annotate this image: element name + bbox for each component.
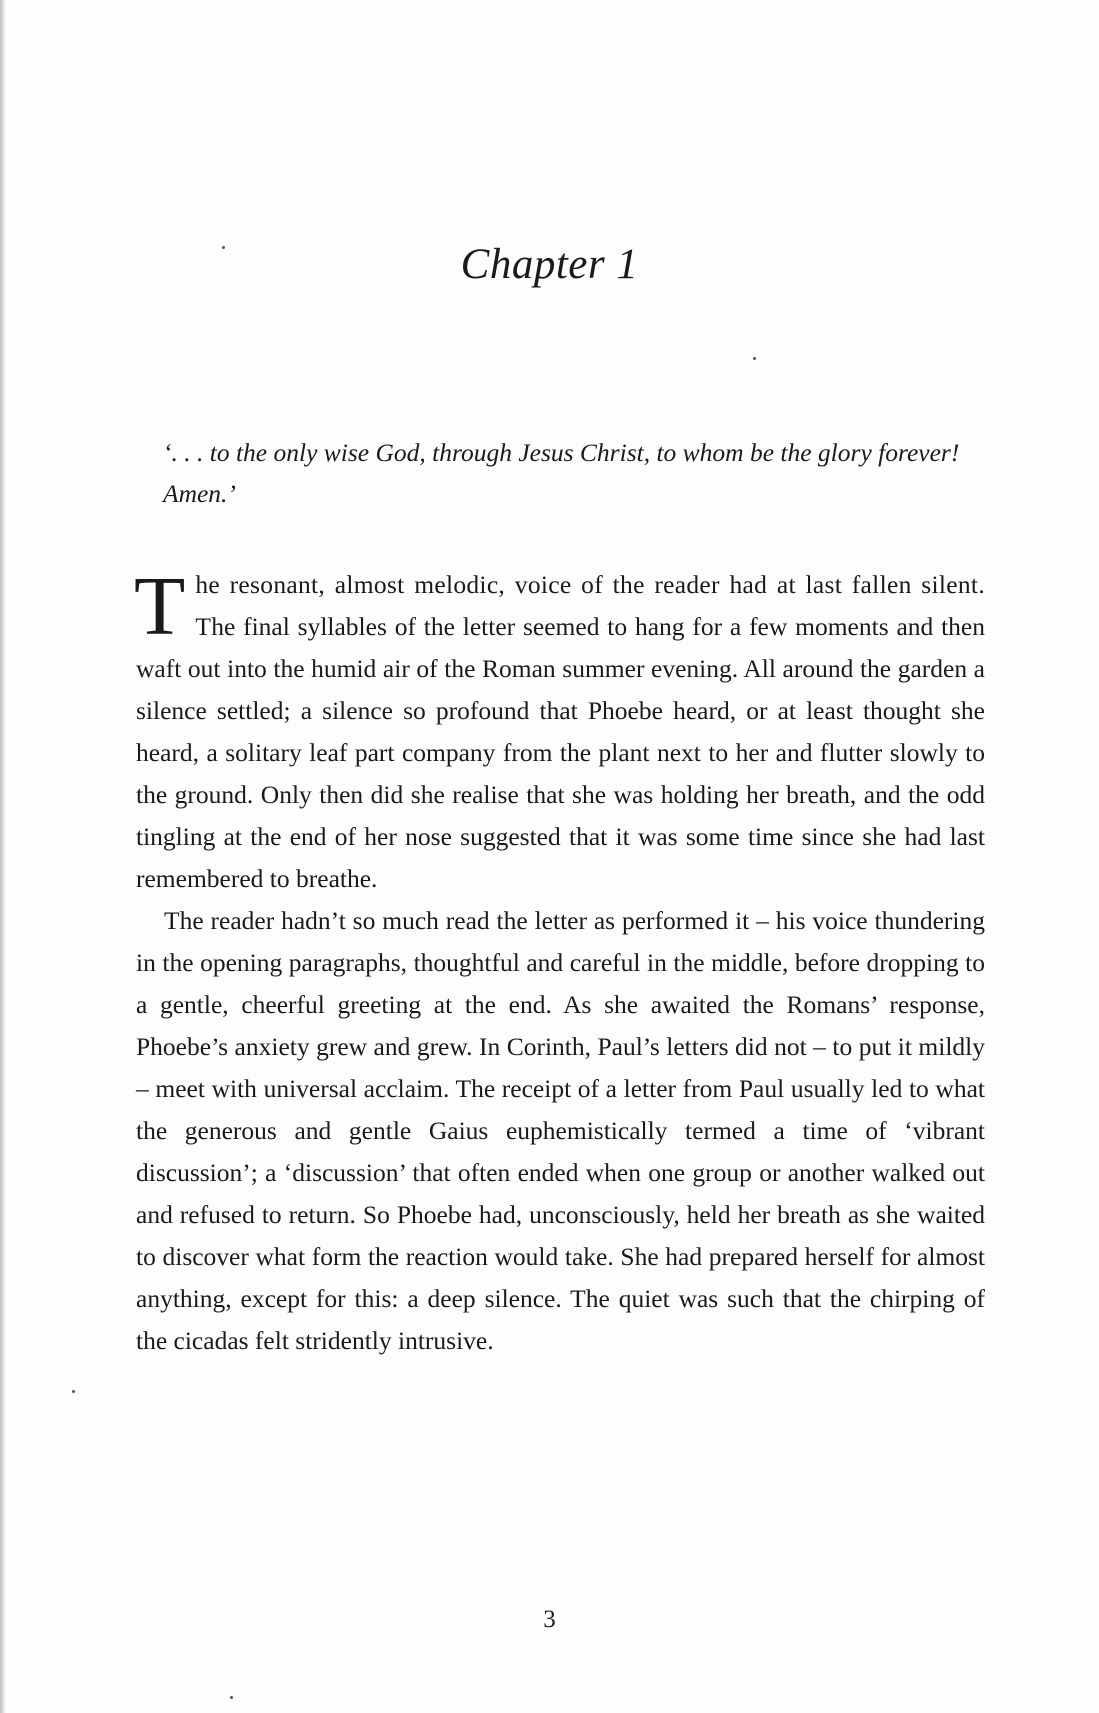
- epigraph-quote: ‘. . . to the only wise God, through Jesus Christ, to whom be the glory forever! Amen.’: [163, 438, 960, 508]
- chapter-body: [134, 560, 985, 1362]
- scan-speck: [753, 357, 756, 360]
- chapter-title: Chapter 1: [460, 241, 639, 288]
- paragraph-1: [134, 560, 985, 900]
- paragraph-2: The reader hadn’t so much read the letter as performed it – his voice thundering in the opening paragraphs, thoughtful and careful in the middle, before dropping to a gentle, cheerful greeting at the end. As she awaited the Romans’ response, Phoebe’s anxiety grew and grew. In Corinth, Paul’s letters did not – to put it mildly – meet with universal acclaim. The receipt of a letter from Paul usually led to what the generous and gentle Gaius euphemistically termed a time of ‘vibrant discussion’; a ‘discussion’ that often ended when one group or another walked out and refused to return. So Phoebe had, unconsciously, held her breath as she waited to discover what form the reaction would take. She had prepared herself for almost anything, except for this: a deep silence. The quiet was such that the chirping of the cicadas felt stridently intrusive.: [136, 906, 985, 1355]
- drop-cap: T: [134, 560, 186, 653]
- paragraph-1-text: he resonant, almost melodic, voice of the reader had at last fallen silent. The final syllables of the letter seemed to hang for a few moments and then waft out into the humid air of the Roman summer evening. All around the garden a silence settled; a silence so profound that Phoebe heard, or at least thought she heard, a solitary leaf part company from the plant next to her and flutter slowly to the ground. Only then did she realise that she was holding her breath, and the odd tingling at the end of her nose suggested that it was some time since she had last remembered to breathe.: [136, 570, 985, 893]
- page-number: 3: [543, 1606, 556, 1633]
- scan-speck: [72, 1390, 75, 1393]
- scan-speck: [230, 1696, 233, 1699]
